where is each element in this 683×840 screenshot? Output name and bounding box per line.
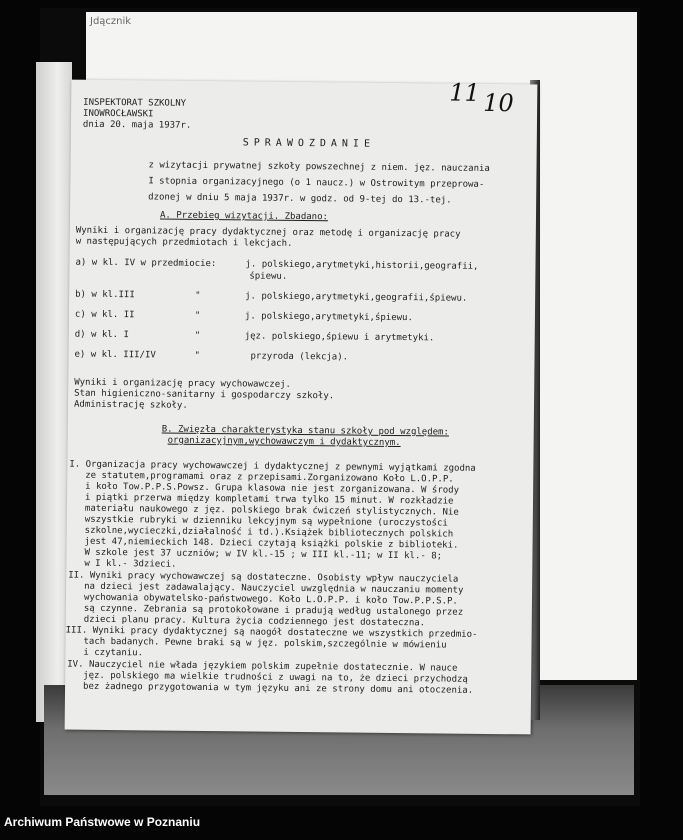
class-item-subjects: śpiewu. [249,271,288,282]
header-date: dnia 20. maja 1937r. [82,119,192,131]
handwritten-number: 11 [449,78,480,107]
document-title: SPRAWOZDANIE [242,137,376,150]
ditto-mark: " [195,290,201,301]
body-line: wychowania obywatelsko-państwowego. Koło L.O.P.P. i koło Tow.P.P.S.P. [83,592,458,607]
section-a-outro: Administrację szkoły. [73,399,188,411]
body-line: i koło Tow.P.P.S.Powsz. Grupa klasowa nie jest zorganizowana. W środy [85,481,460,496]
class-item-subjects: j. polskiego,arytmetyki,śpiewu. [244,311,413,324]
ditto-mark: " [194,330,201,341]
section-b-heading: B. Zwięzła charakterystyka stanu szkoły pod względem: [161,424,449,438]
body-line: II. Wyniki pracy wychowawczej są dostateczne. Osobisty wpływ nauczyciela [68,570,459,585]
body-line: I. Organizacja pracy wychowawczej i dydaktycznej z pewnymi wyjątkami zgodna [69,459,476,474]
section-b-heading: organizacyjnym,wychowawczym i dydaktycznym. [167,435,401,449]
body-line: na dzieci jest zadawalający. Nauczyciel uwzględnia w nauczaniu momenty [84,581,464,596]
class-item-subjects: przyroda (lekcja). [250,351,349,363]
class-item-label: d) w kl. I [74,329,129,341]
section-a-intro: Wyniki i organizację pracy dydaktycznej oraz metodę i organizację pracy [75,225,461,240]
body-line: w I kl.- 3dzieci. [84,558,177,570]
body-line: szkolne,wycieczki,działalność i td.).Książek bibliotecznych polskich [84,525,454,540]
handwritten-number: 10 [483,88,514,118]
body-line: jęz. polskiego ma wielkie trudności z uwagi na to, że dzieci przychodzą [83,670,468,685]
archive-label: Archiwum Państwowe w Poznaniu [4,815,201,829]
body-line: ze statutem,programami oraz z przepisami.Zorganizowano Koło L.O.P.P. [85,470,454,485]
ditto-mark: " [194,350,201,361]
class-item-subjects: j. polskiego,arytmetyki,geografii,śpiewu. [245,291,468,304]
intro-line: I stopnia organizacyjnego (o 1 naucz.) w Ostrowitym przeprowa- [148,176,485,190]
body-line: i piątki przerwa między kompletami trwa tylko 15 minut. W rozkładzie [84,492,454,507]
class-item-label: b) w kl.III [75,289,135,301]
section-a-intro: w następujących przedmiotach i lekcjach. [75,236,293,249]
class-item-label: c) w kl. II [74,309,135,321]
class-item-subjects: j. polskiego,arytmetyki,historii,geografii, [245,259,479,272]
section-a-heading: A. Przebieg wizytacji. Zbadano: [159,210,329,223]
section-a-outro: Wyniki i organizację pracy wychowawczej. [74,377,292,390]
body-line: tach badanych. Pewne braki są w jęz. polskim,szczególnie w mówieniu [83,636,447,651]
body-line: jest 47,niemieckich 148. Dzieci czytają książki polskie z biblioteki. [84,536,459,551]
intro-line: dzonej w dniu 5 maja 1937r. w godz. od 9-tej do 13.-tej. [148,192,452,206]
body-line: i czytaniu. [83,647,144,659]
header-line: INSPEKTORAT SZKOLNY [83,97,187,109]
class-item-label: a) w kl. IV w przedmiocie: [75,257,217,270]
body-line: bez żadnego przygotowania w tym języku ani ze strony domu ani otoczenia. [83,681,474,696]
ditto-mark: " [194,310,201,321]
body-line: IV. Nauczyciel nie włada językiem polskim zupełnie dostatecznie. W nauce [67,659,458,674]
body-line: W szkole jest 37 uczniów; w IV kl.-15 ; w III kl.-11; w II kl.- 8; [84,547,443,562]
document-page [65,80,538,735]
class-item-subjects: jęz. polskiego,śpiewu i arytmetyki. [244,331,435,344]
header-line: INOWROCŁAWSKI [83,108,154,120]
body-line: wszystkie rubryki w dzienniku lekcyjnym są wypełnione (uroczystości [84,514,448,529]
class-item-label: e) w kl. III/IV [74,349,156,361]
intro-line: z wizytacji prywatnej szkoły powszechnej z niem. jęz. nauczania [148,160,490,174]
section-a-outro: Stan higieniczno-sanitarny i gospodarczy szkoły. [74,388,335,402]
back-sheet-label: Jdącznik [90,16,132,27]
body-line: dzieci planu pracy. Kultura życia codziennego jest dostateczna. [83,614,426,629]
body-line: III. Wyniki pracy dydaktycznej są naogół dostateczne we wszystkich przedmio- [65,625,478,640]
body-line: materiału naukowego z jęz. polskiego brak ćwiczeń stylistycznych. Nie [84,503,459,518]
body-line: są czynne. Zebrania są protokołowane i pradują według ustalonego przez [83,603,464,618]
